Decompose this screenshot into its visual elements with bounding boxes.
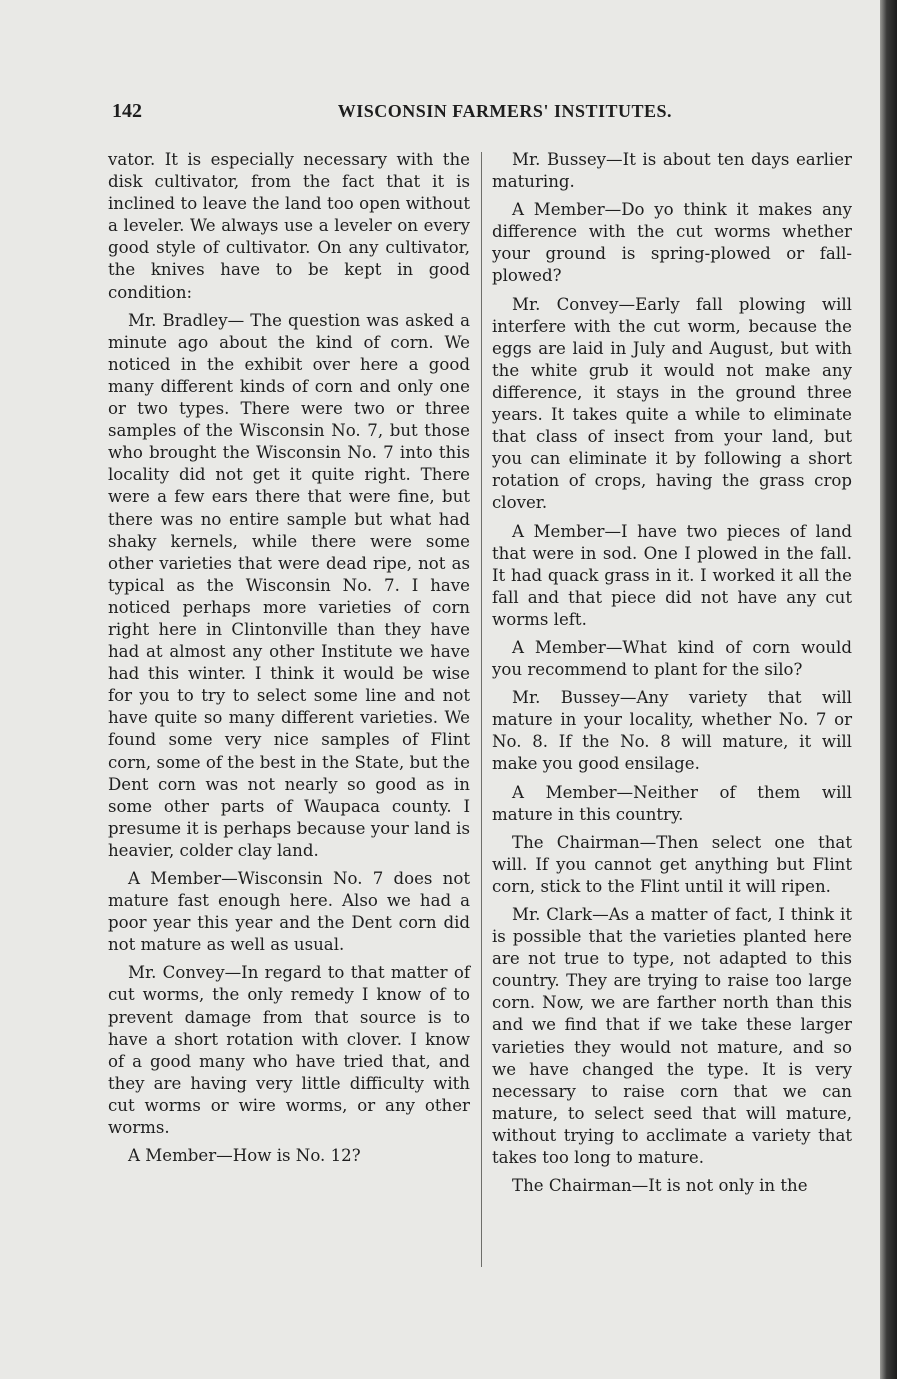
paragraph: The Chairman—It is not only in the <box>512 1176 808 1196</box>
paragraph: A Member—Neither of them will mature in this country. <box>492 782 852 824</box>
paragraph: A Member—Wisconsin No. 7 does not mature fast enough here. Also we had a poor year this year and the Dent corn did not mature as well as usual. <box>108 869 470 955</box>
page-number: 142 <box>112 100 142 122</box>
paragraph: vator. It is especially necessary with the disk cultivator, from the fact that it is inclined to leave the land too open without a leveler. We always use a leveler on every good style of cultivator. On any cultivator, the knives have to be kept in good condition: <box>108 150 470 302</box>
paragraph: Mr. Bradley— The question was asked a minute ago about the kind of corn. We noticed in the exhibit over here a good many different kinds of corn and only one or two types. There were two or three samples of the Wisconsin No. 7, but those who brought the Wisconsin No. 7 into this locality did not get it quite right. There were a few ears there that were fine, but there was no entire sample but what had shaky kernels, while there were some other varieties that were dead ripe, not as typical as the Wisconsin No. 7. I have noticed perhaps more varieties of corn right here in Clintonville than they have had at almost any other Institute we have had this winter. I think it would be wise for you to try to select some line and not have quite so many different varieties. We found some very nice samples of Flint corn, some of the best in the State, but the Dent corn was not nearly so good as in some other parts of Waupaca county. I presume it is perhaps because your land is heavier, colder clay land. <box>108 310 470 860</box>
paragraph: A Member—What kind of corn would you recommend to plant for the silo? <box>492 637 852 680</box>
paragraph: A Member—How is No. 12? <box>128 1146 361 1166</box>
paragraph: A Member—Do yo think it makes any difference with the cut worms whether your ground is spring-plowed or fall-plowed? <box>492 200 852 286</box>
paragraph: Mr. Convey—Early fall plowing will interfere with the cut worm, because the eggs are laid in July and August, but with the white grub it would not make any difference, it stays in the ground three years. It takes quite a while to eliminate that class of insect from your land, but you can eliminate it by following a short rotation of crops, having the grass crop clover. <box>492 294 852 513</box>
column-divider <box>481 152 482 1267</box>
paragraph: A Member—I have two pieces of land that were in sod. One I plowed in the fall. It had quack grass in it. I worked it all the fall and that piece did not have any cut worms left. <box>492 521 852 629</box>
paragraph: The Chairman—Then select one that will. If you cannot get anything but Flint corn, stick to the Flint until it will ripen. <box>492 832 852 896</box>
page-header <box>112 100 672 128</box>
paragraph: Mr. Convey—In regard to that matter of cut worms, the only remedy I know of to prevent damage from that source is to have a short rotation with clover. I know of a good many who have tried that, and they are having very little difficulty with cut worms or wire worms, or any other worms. <box>108 963 470 1138</box>
right-column <box>492 149 852 1203</box>
running-title: WISCONSIN FARMERS' INSTITUTES. <box>337 101 672 121</box>
paragraph: Mr. Bussey—Any variety that will mature in your locality, whether No. 7 or No. 8. If the No. 8 will mature, it will make you good ensilage. <box>492 688 852 774</box>
book-edge <box>880 0 897 1379</box>
paragraph: Mr. Clark—As a matter of fact, I think it is possible that the varieties planted here are not true to type, not adapted to this country. They are trying to raise too large corn. Now, we are farther north than this and we find that if we take these larger varieties they would not mature, and so we have changed the type. It is very necessary to raise corn that we can mature, to select seed that will mature, without trying to acclimate a variety that takes too long to mature. <box>492 905 852 1168</box>
left-column <box>108 149 470 1173</box>
paragraph: Mr. Bussey—It is about ten days earlier maturing. <box>492 150 852 192</box>
